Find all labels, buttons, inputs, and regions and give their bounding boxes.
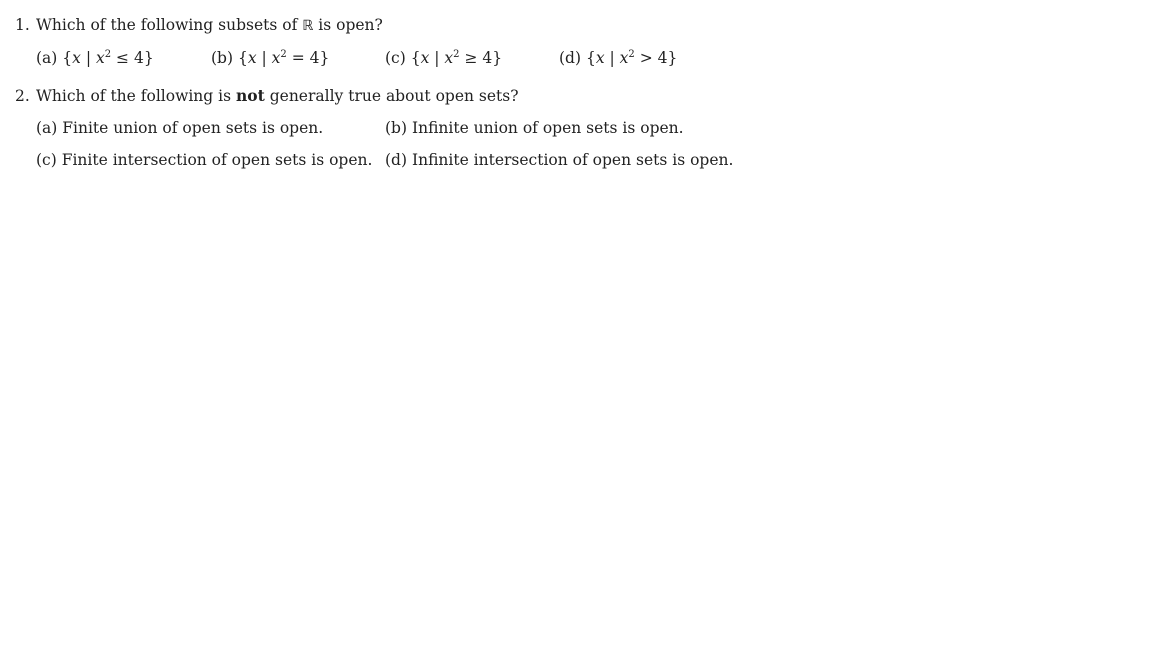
question-2-text-after: generally true about open sets?: [269, 87, 519, 105]
q1-option-d-relation: >: [639, 49, 653, 67]
q1-option-b-label: (b): [211, 49, 234, 67]
q1-option-c-relation: ≥: [464, 49, 478, 67]
q2-option-c-label: (c): [36, 151, 57, 169]
q1-option-d: (d) {x | $x^2 > 4$}: [559, 49, 678, 67]
reals-symbol: ℝ: [302, 18, 314, 34]
q2-option-b-text: Infinite union of open sets is open.: [411, 119, 684, 137]
question-1-text-after: is open?: [318, 16, 383, 34]
q1-option-b: (b) {x | $x^2 = 4$}: [211, 49, 330, 67]
q2-option-b: [385, 118, 684, 138]
question-2-emphasis: not: [236, 86, 265, 105]
question-1-text-before: Which of the following subsets of: [36, 16, 298, 34]
question-1-number: 1.: [15, 16, 30, 34]
question-1: [15, 15, 383, 36]
q2-option-b-label: (b): [385, 119, 408, 137]
q2-option-c: [36, 150, 372, 170]
q1-option-c-value: 4: [482, 49, 493, 67]
q1-option-d-value: 4: [657, 49, 668, 67]
q1-option-a-value: 4: [133, 49, 144, 67]
q1-option-a: (a) {x | $x^2 \le 4$}: [36, 49, 154, 67]
q2-option-a-label: (a): [36, 119, 58, 137]
q1-option-d-label: (d): [559, 49, 582, 67]
q1-option-c: (c) {x | $x^2 \ge 4$}: [385, 49, 503, 67]
q1-option-b-relation: =: [291, 49, 305, 67]
question-2-text-before: Which of the following is: [36, 87, 232, 105]
q1-option-c-label: (c): [385, 49, 406, 67]
question-2-number: 2.: [15, 87, 30, 105]
q2-option-d: [385, 150, 733, 170]
q1-option-b-value: 4: [309, 49, 320, 67]
q1-option-a-relation: ≤: [116, 49, 130, 67]
q2-option-a: [36, 118, 323, 138]
q2-option-d-text: Infinite intersection of open sets is open.: [411, 151, 734, 169]
question-2: [15, 86, 519, 106]
q1-option-a-label: (a): [36, 49, 58, 67]
q2-option-c-text: Finite intersection of open sets is open.: [61, 151, 373, 169]
q2-option-d-label: (d): [385, 151, 408, 169]
q2-option-a-text: Finite union of open sets is open.: [62, 119, 324, 137]
